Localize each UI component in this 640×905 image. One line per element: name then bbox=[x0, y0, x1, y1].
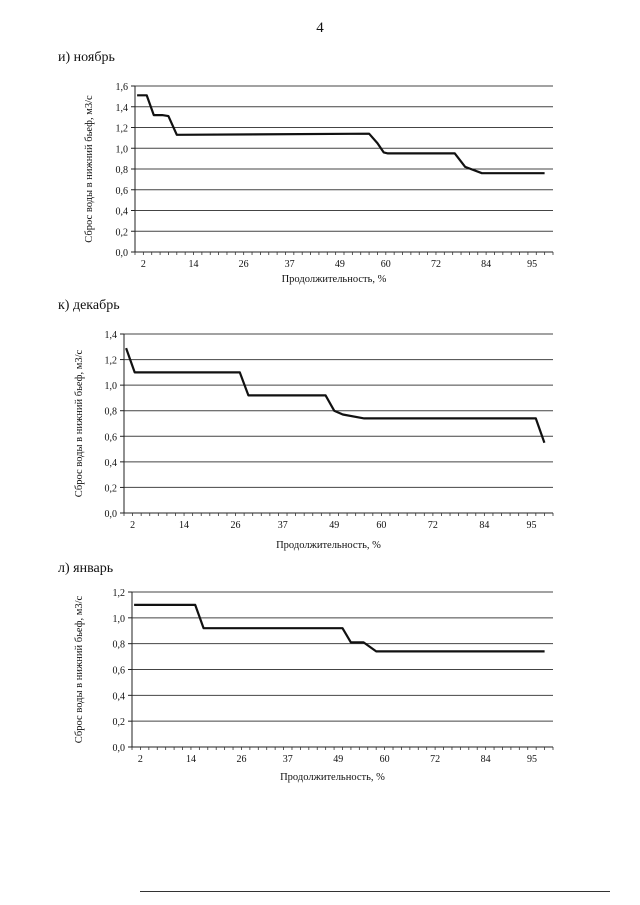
x-tick-label: 95 bbox=[526, 754, 537, 765]
x-tick-label: 84 bbox=[479, 520, 490, 531]
x-tick-label: 26 bbox=[238, 259, 249, 270]
x-tick-label: 2 bbox=[130, 520, 136, 531]
x-tick-label: 37 bbox=[282, 754, 293, 765]
chart-december bbox=[0, 324, 640, 556]
y-tick-label: 0,0 bbox=[115, 248, 128, 259]
footer-divider bbox=[140, 891, 610, 892]
x-axis-label: Продолжительность, % bbox=[281, 274, 387, 285]
page-number: 4 bbox=[316, 20, 324, 36]
x-tick-label: 14 bbox=[185, 754, 196, 765]
y-axis-label: Сброс воды в нижний бьеф, м3/с bbox=[74, 349, 85, 498]
y-tick-label: 1,2 bbox=[112, 588, 125, 599]
y-axis-label: Сброс воды в нижний бьеф, м3/с bbox=[84, 95, 95, 243]
x-tick-label: 26 bbox=[230, 520, 241, 531]
x-tick-label: 37 bbox=[284, 259, 295, 270]
x-axis-label: Продолжительность, % bbox=[276, 540, 381, 551]
x-tick-label: 95 bbox=[527, 259, 538, 270]
y-tick-label: 0,6 bbox=[104, 432, 117, 444]
x-tick-label: 14 bbox=[179, 520, 190, 531]
y-tick-label: 0,6 bbox=[115, 185, 128, 197]
x-tick-label: 26 bbox=[236, 754, 247, 765]
y-tick-label: 0,2 bbox=[112, 717, 125, 729]
y-tick-label: 0,2 bbox=[104, 483, 117, 495]
y-tick-label: 1,2 bbox=[104, 355, 117, 367]
x-tick-label: 60 bbox=[379, 754, 390, 765]
y-tick-label: 0,8 bbox=[104, 406, 117, 418]
chart-november bbox=[0, 76, 640, 291]
x-tick-label: 49 bbox=[334, 259, 345, 270]
x-tick-label: 72 bbox=[430, 259, 441, 270]
x-tick-label: 60 bbox=[376, 520, 387, 531]
x-tick-label: 37 bbox=[277, 520, 288, 531]
chart-title-november: и) ноябрь bbox=[58, 50, 115, 65]
chart-january bbox=[0, 582, 640, 792]
series-line bbox=[126, 348, 544, 443]
y-tick-label: 0,4 bbox=[115, 206, 128, 218]
chart-title-december: к) декабрь bbox=[58, 298, 120, 313]
y-tick-label: 0,4 bbox=[112, 691, 125, 703]
x-tick-label: 72 bbox=[427, 520, 438, 531]
y-tick-label: 1,2 bbox=[115, 123, 128, 135]
x-tick-label: 2 bbox=[140, 259, 146, 270]
y-tick-label: 1,6 bbox=[115, 82, 128, 93]
y-tick-label: 0,8 bbox=[115, 165, 128, 176]
y-tick-label: 1,0 bbox=[104, 381, 117, 393]
chart-title-january: л) январь bbox=[58, 561, 114, 576]
y-tick-label: 0,0 bbox=[112, 743, 125, 754]
x-tick-label: 72 bbox=[430, 754, 441, 765]
y-tick-label: 0,2 bbox=[115, 227, 128, 239]
x-axis-label: Продолжительность, % bbox=[280, 772, 385, 783]
x-tick-label: 49 bbox=[333, 754, 344, 765]
y-tick-label: 0,8 bbox=[112, 639, 125, 651]
x-tick-label: 95 bbox=[526, 520, 537, 531]
y-tick-label: 1,0 bbox=[115, 144, 128, 156]
x-tick-label: 2 bbox=[137, 754, 143, 765]
x-tick-label: 60 bbox=[380, 259, 391, 270]
y-tick-label: 0,0 bbox=[104, 509, 117, 520]
x-tick-label: 84 bbox=[481, 259, 492, 270]
y-tick-label: 1,4 bbox=[115, 102, 128, 114]
series-line bbox=[134, 605, 544, 652]
x-tick-label: 84 bbox=[480, 754, 491, 765]
x-tick-label: 14 bbox=[188, 259, 199, 270]
y-tick-label: 0,6 bbox=[112, 665, 125, 677]
y-tick-label: 0,4 bbox=[104, 457, 117, 469]
y-axis-label: Сброс воды в нижний бьеф, м3/с bbox=[74, 595, 85, 744]
y-tick-label: 1,0 bbox=[112, 613, 125, 625]
y-tick-label: 1,4 bbox=[104, 330, 117, 341]
x-tick-label: 49 bbox=[329, 520, 340, 531]
